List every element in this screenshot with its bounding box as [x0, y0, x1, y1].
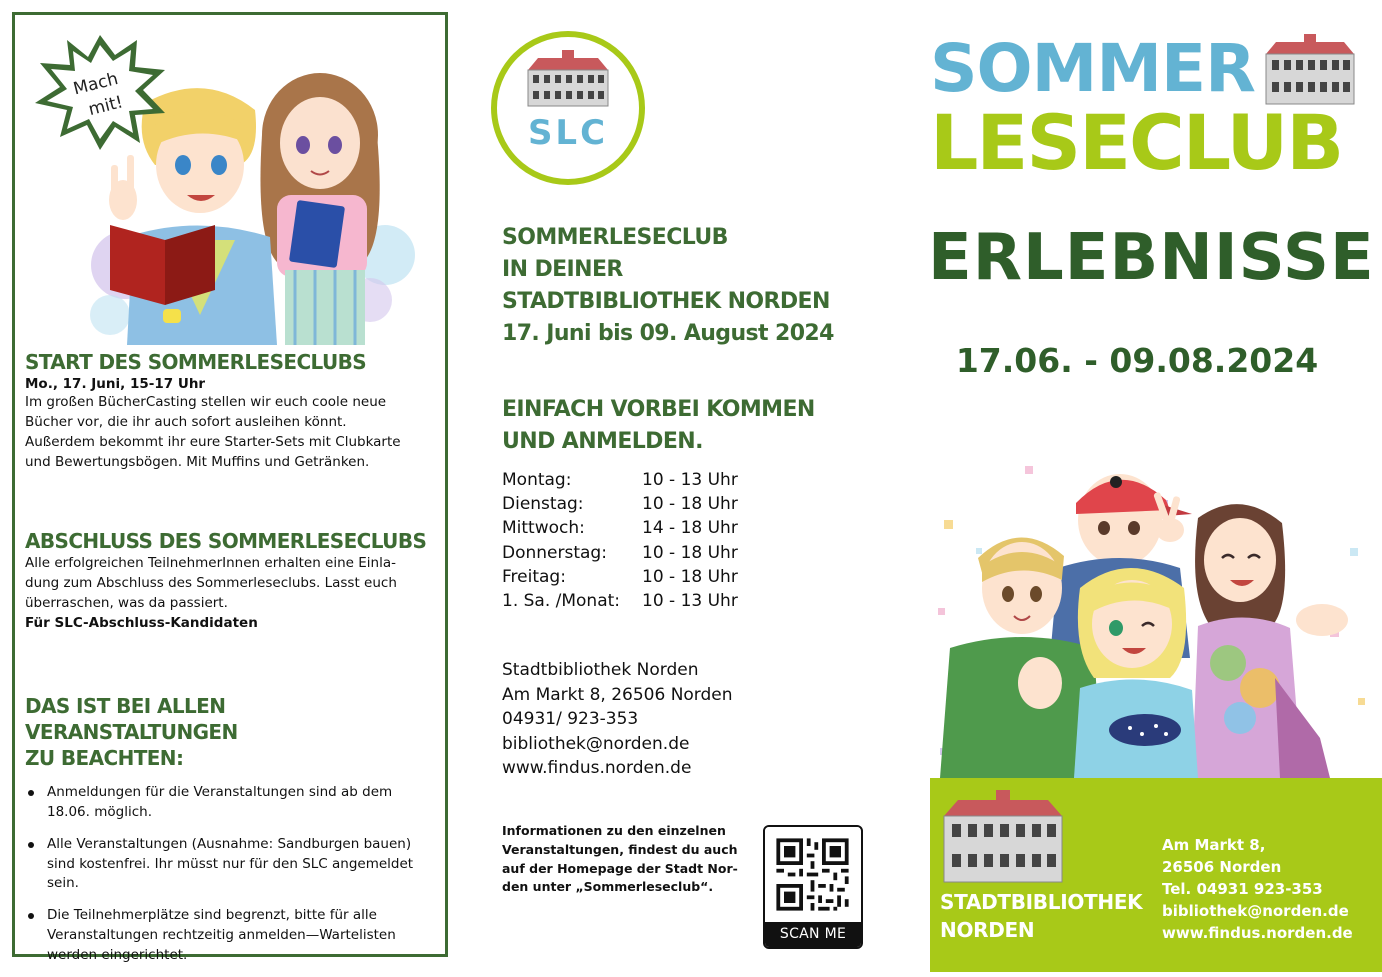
notes-item-line: sind kostenfrei. Ihr müsst nur für den SLC angemeldet	[47, 855, 414, 872]
signup-heading	[502, 394, 815, 458]
notes-list	[25, 783, 435, 966]
hours-time: 10 - 13 Uhr	[642, 591, 738, 612]
footer-city: 26506 Norden	[1162, 858, 1282, 876]
right-panel	[928, 0, 1382, 977]
hours-row	[502, 589, 842, 613]
slc-logo-text: SLC	[527, 113, 609, 153]
hours-time: 10 - 13 Uhr	[642, 470, 738, 490]
library-building-icon	[528, 50, 608, 106]
hours-row	[502, 468, 842, 492]
notes-item	[25, 835, 435, 895]
middle-panel	[460, 0, 920, 977]
hours-row	[502, 516, 842, 540]
footer-street: Am Markt 8,	[1162, 836, 1266, 854]
footer-email-link[interactable]: bibliothek@norden.de	[1162, 902, 1349, 920]
notes-item-line: 18.06. möglich.	[47, 803, 152, 820]
hours-day: Donnerstag:	[502, 542, 607, 563]
signup-heading-line: UND ANMELDEN.	[502, 429, 703, 454]
library-name-line: NORDEN	[940, 918, 1035, 942]
library-contact	[502, 658, 733, 781]
start-text	[25, 393, 435, 472]
hours-day: Freitag:	[502, 566, 566, 587]
notes-item-line: sein.	[47, 875, 79, 892]
library-name	[940, 888, 1142, 944]
start-subtitle: Mo., 17. Juni, 15-17 Uhr	[25, 376, 206, 392]
homepage-info	[502, 822, 752, 897]
notes-item	[25, 906, 435, 966]
hours-day: Mittwoch:	[502, 518, 585, 539]
start-title: START DES SOMMERLESECLUBS	[25, 350, 367, 374]
left-panel	[12, 12, 448, 963]
footer-phone: Tel. 04931 923-353	[1162, 880, 1323, 898]
hours-time: 10 - 18 Uhr	[642, 566, 738, 587]
hours-day: 1. Sa. /Monat:	[502, 591, 621, 612]
library-footer-contact	[1162, 834, 1353, 944]
end-section	[25, 528, 435, 632]
library-building-icon	[1262, 34, 1358, 106]
end-text	[25, 554, 435, 614]
start-section	[25, 349, 435, 473]
hours-row	[502, 492, 842, 516]
info-line: auf der Homepage der Stadt Nor-	[502, 860, 738, 876]
start-line: Bücher vor, die ihr auch sofort ausleihen könnt.	[25, 414, 347, 431]
badge-text-line2: mit!	[86, 92, 126, 121]
hours-time: 14 - 18 Uhr	[642, 518, 738, 539]
notes-item	[25, 783, 435, 823]
qr-caption: SCAN ME	[765, 922, 861, 947]
program-heading-line: SOMMERLESECLUB	[502, 225, 728, 250]
notes-title-line2: ZU BEACHTEN:	[25, 746, 184, 770]
contact-phone: 04931/ 923-353	[502, 709, 639, 729]
title-leseclub: LESECLUB	[930, 98, 1343, 187]
end-note: Für SLC-Abschluss-Kandidaten	[25, 614, 258, 631]
end-line: Alle erfolgreichen TeilnehmerInnen erhalten eine Einla-	[25, 555, 396, 571]
qr-code-icon	[765, 827, 860, 922]
start-line: und Bewertungsbögen. Mit Muffins und Getränken.	[25, 453, 370, 470]
hours-row	[502, 565, 842, 589]
signup-heading-line: EINFACH VORBEI KOMMEN	[502, 397, 815, 422]
contact-website-link[interactable]: www.findus.norden.de	[502, 758, 692, 778]
notes-item-line: Anmeldungen für die Veranstaltungen sind ab dem	[47, 784, 393, 800]
contact-name: Stadtbibliothek Norden	[502, 660, 699, 680]
hours-time: 10 - 18 Uhr	[642, 542, 738, 563]
title-erlebnisse: ERLEBNISSE	[928, 221, 1375, 295]
date-range: 17.06. - 09.08.2024	[955, 341, 1319, 380]
program-heading	[502, 222, 834, 350]
footer-website-link[interactable]: www.findus.norden.de	[1162, 924, 1353, 942]
teen-group-illustration	[930, 448, 1374, 778]
notes-item-line: werden eingerichtet.	[47, 946, 188, 963]
end-title: ABSCHLUSS DES SOMMERLESECLUBS	[25, 529, 427, 553]
contact-address: Am Markt 8, 26506 Norden	[502, 684, 733, 705]
library-building-icon	[940, 790, 1066, 884]
info-line: Veranstaltungen, findest du auch	[502, 841, 738, 857]
notes-title-line1: DAS IST BEI ALLEN VERANSTALTUNGEN	[25, 694, 238, 744]
library-footer-box	[930, 778, 1382, 972]
end-line: dung zum Abschluss des Sommerleseclubs. Lasst euch	[25, 574, 397, 591]
program-heading-line: 17. Juni bis 09. August 2024	[502, 321, 834, 346]
hours-day: Dienstag:	[502, 494, 584, 515]
opening-hours	[502, 468, 842, 613]
notes-item-line: Veranstaltungen rechtzeitig anmelden—Wartelisten	[47, 927, 396, 944]
notes-item-line: Die Teilnehmerplätze sind begrenzt, bitte für alle	[47, 907, 377, 924]
program-heading-line: IN DEINER	[502, 257, 623, 282]
hours-row	[502, 541, 842, 565]
title-sommer: SOMMER	[930, 30, 1255, 107]
info-line: Informationen zu den einzelnen	[502, 823, 726, 838]
end-line: überraschen, was da passiert.	[25, 594, 228, 611]
start-line: Im großen BücherCasting stellen wir euch coole neue	[25, 394, 387, 411]
notes-section	[25, 693, 435, 977]
start-line: Außerdem bekommt ihr eure Starter-Sets mit Clubkarte	[25, 433, 401, 450]
reading-kids-illustration	[15, 15, 445, 345]
library-name-line: STADTBIBLIOTHEK	[940, 890, 1143, 914]
contact-email-link[interactable]: bibliothek@norden.de	[502, 733, 690, 754]
program-heading-line: STADTBIBLIOTHEK NORDEN	[502, 289, 830, 314]
info-line: den unter „Sommerleseclub“.	[502, 879, 714, 895]
hours-day: Montag:	[502, 470, 572, 490]
notes-item-line: Alle Veranstaltungen (Ausnahme: Sandburgen bauen)	[47, 835, 412, 852]
hours-time: 10 - 18 Uhr	[642, 494, 738, 515]
qr-code-card[interactable]	[763, 825, 863, 949]
badge-text-line1: Mach	[71, 68, 121, 100]
slc-logo	[488, 28, 648, 188]
